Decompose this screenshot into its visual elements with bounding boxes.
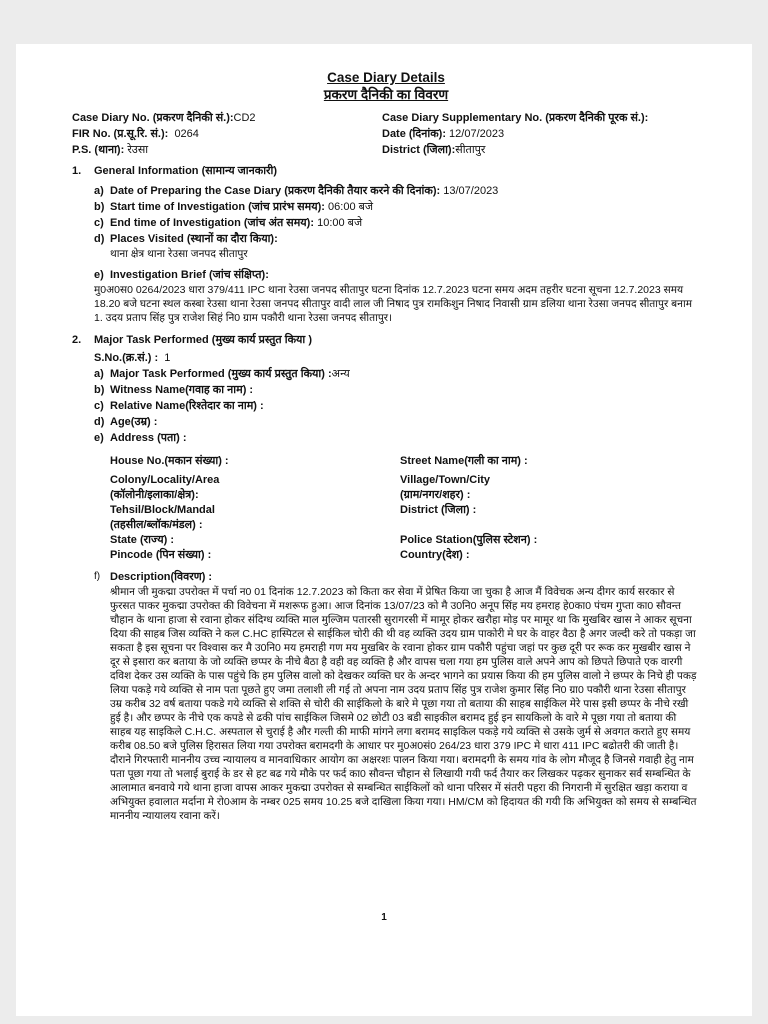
- serial-number-row: [94, 350, 700, 366]
- document-title: Case Diary Details: [327, 70, 445, 85]
- item-letter: e): [94, 269, 104, 281]
- section-title: General Information (सामान्य जानकारी): [94, 165, 278, 177]
- case-diary-no-label: Case Diary No. (प्रकरण दैनिकी सं.):: [72, 112, 234, 124]
- item-letter: c): [94, 217, 104, 229]
- police-station-label: P.S. (थाना):: [72, 144, 125, 156]
- colony-label-hindi: (कॉलोनी/इलाका/क्षेत्र):: [110, 489, 199, 501]
- fir-no-field: [72, 126, 382, 142]
- state-label: State (राज्य) :: [110, 534, 175, 546]
- supplementary-no-field: [382, 110, 700, 126]
- section-general-information: [72, 164, 700, 179]
- description-text: श्रीमान जी मुकद्मा उपरोक्त में पर्चा न0 01 दिनांक 12.7.2023 को किता कर सेवा में प्रेषित किया जा चुका है आज मैं विवेचक अन्य दीगर कार्य सरकार से फुरसत पाकर मुकद्मा उपरोक्त की विवेचना में मशरूफ हुआ। आज दिनांक 13/07/23 को मै उ0नि0 अनूप सिंह मय हमराह हे0का0 पंचम गुप्ता का0 सौवन्त चौहान के थाना हाजा से रवाना होकर संदिग्ध व्यक्ति माल मुल्जिम पतारसी सुरागरसी में मामूर होकर खरौहा मोड़ पर मामूर था कि मुखबिर खास ने आकर सूचना दिया की साहब जिस व्यक्ति ने कल C.HC हास्पिटल से साईकिल चोरी की थी वह व्यक्ति उदय ग्राम पाकोरी मे घर के वाहर वैठा है अगर जल्दी करे तो पकड़ा जा सकता है इस सूचना पर विश्वास कर मै उ0नि0 मय हमराही गण मय मुखबिर के रवाना होकर ग्राम पकौरी पहुंचा जहां पर कुछ दूरी पर रूक कर मुखबीर खास ने दूर से इसारा कर बताया के जो व्यक्ति छप्पर के नीचे बैठा है वही वह व्यक्ति है और वापस चला गया हम पुलिस वाले अपने आप को छिपते छिपाते एक वारगी दविश देकर उस व्यक्ति के पास पहुंचे कि हम पुलिस वालो को देखकर व्यक्ति घर के अन्दर भागने का प्रयास किया की हम पुलिस वालो ने छप्पर के निचे ही पकड़ लिया पकड़े गये व्यक्ति से नाम पता पूछते हुए जमा तलाशी ली गई तो अपना नाम उदय प्रताप सिंह पुत्र राजेश कुमार सिंह नि0 ग्रा0 पकौरी थाना रेउसा सीतापुर उम्र करीब 32 वर्ष बताया पकडे गये व्यक्ति से शक्ति से चोरी की साईकिलो के बारे मे पूछा गया तो बताया की साहब साईकिल मेरे पास इसी छप्पर के नीचे रखी हुई है। और छप्पर के नीचे एक कपडे से ढकी पांच साईकिल जिसमे 02 छोटी 03 बडी साइकील बरामद हुई इन सायकिलो के वारे मे पूछा गया तो बताया की साहब यह साइकिले C.H.C. अस्पताल से चुराई है और गल्ती की माफी मांगने लगा बरामद साइकिल पकड़े गये व्यक्ति से उसके जुर्म से अवगत कराते हुए समय करीब 08.50 बजे पुलिस हिरासत लिया गया उपरोक्त बरामदगी के आधार पर मु0अ0सं0 264/23 धारा 379 IPC मे धारा 411 IPC बढोतरी की जाती है। दौराने गिरफ्तारी माननीय उच्च न्यायालय व मानवाधिकार आयोग का अक्षरशः पालन किया गया। बरामदगी के समय गांव के लोग मौजूद है जिनसे गवाही हेतु नाम पता पूछा गया तो भलाई बुराई के डर से हट बढ गये मौके पर फर्द का0 सौवन्त चौहान से लिखायी गयी फर्द तैयार कर लिखकर पढ़कर सुनाकर सर्व सम्बन्धित के आलामात बनवाये गये थाना हाजा वापस आकर मुकद्मा उपरोक्त से सम्बन्धित साईकिलों को थाना परिसर में संतरी पहरा की निगरानी में सुरक्षित खड़ा कराया व अभियुक्त हवालात मर्दाना मे रो0आम के नम्बर 025 समय 10.25 बजे दाखिला किया गया। HM/CM को हिदायत की गयी कि अभियुक्त को समय से सम्बन्धित माननीय न्यायालय रवाना करें।: [110, 586, 697, 822]
- item-letter: b): [94, 201, 105, 213]
- district-value: सीतापुर: [455, 144, 486, 156]
- item-investigation-brief: [94, 267, 700, 283]
- district-label: District (जिला):: [382, 144, 456, 156]
- item-label: Places Visited (स्थानों का दौरा किया):: [110, 233, 278, 245]
- item-label: Start time of Investigation (जांच प्रारंभ समय):: [110, 201, 325, 213]
- address-block: [110, 454, 700, 563]
- item-value: 13/07/2023: [443, 185, 499, 197]
- item-date-of-preparing: [94, 183, 700, 199]
- item-witness-name: [94, 382, 700, 398]
- item-letter: b): [94, 384, 105, 396]
- case-diary-content: [72, 70, 700, 823]
- item-label: Relative Name(रिश्तेदार का नाम) :: [110, 400, 264, 412]
- document-subtitle: प्रकरण दैनिकी का विवरण: [323, 87, 449, 102]
- document-page: [16, 44, 752, 1016]
- date-field: [382, 126, 700, 142]
- case-diary-no-field: [72, 110, 382, 126]
- pincode-label: Pincode (पिन संख्या) :: [110, 549, 212, 561]
- section-number: 2.: [72, 334, 82, 346]
- section-major-task: [72, 333, 700, 348]
- street-name-label: Street Name(गली का नाम) :: [400, 455, 528, 467]
- item-label: End time of Investigation (जांच अंत समय):: [110, 217, 315, 229]
- country-label: Country(देश) :: [400, 549, 470, 561]
- house-no-label: House No.(मकान संख्या) :: [110, 455, 229, 467]
- item-relative-name: [94, 398, 700, 414]
- fir-no-label: FIR No. (प्र.सू.रि. सं.):: [72, 128, 169, 140]
- item-letter: a): [94, 185, 104, 197]
- item-letter: d): [94, 233, 105, 245]
- case-diary-no-value: CD2: [233, 112, 256, 124]
- serial-number-label: S.No.(क्र.सं.) :: [94, 352, 159, 364]
- section-number: 1.: [72, 165, 82, 177]
- district-field: [382, 142, 700, 158]
- colony-label: Colony/Locality/Area: [110, 474, 220, 486]
- item-end-time: [94, 215, 700, 231]
- investigation-brief-text: मु0अ0स0 0264/2023 धारा 379/411 IPC थाना रेउसा जनपद सीतापुर घटना दिनांक 12.7.2023 घटना समय अदम तहरीर घटना सूचना 12.7.2023 समय 18.20 बजे घटना स्थल कस्बा रेउसा थाना रेउसा जनपद सीतापुर वादी लाल जी निषाद पुत्र रामकिशुन निषाद निवासी ग्राम डलिया थाना रेउसा जनपद सीतापुर बनाम 1. उदय प्रताप सिंह पुत्र राजेश सिहं नि0 ग्राम पकौरी थाना रेउसा जनपद सीतापुर।: [94, 284, 692, 324]
- item-major-task: [94, 366, 700, 382]
- village-label: Village/Town/City: [400, 474, 491, 486]
- address-district-label: District (जिला) :: [400, 504, 477, 516]
- date-value: 12/07/2023: [449, 128, 505, 140]
- item-letter: a): [94, 368, 104, 380]
- supplementary-no-label: Case Diary Supplementary No. (प्रकरण दैनिकी पूरक सं.):: [382, 112, 649, 124]
- item-value: अन्य: [331, 368, 350, 380]
- police-station-value: रेउसा: [127, 144, 149, 156]
- item-value: 10:00 बजे: [317, 217, 363, 229]
- item-label: Age(उम्र) :: [110, 416, 158, 428]
- item-description: [94, 569, 700, 585]
- tehsil-label-hindi: (तहसील/ब्लॉक/मंडल) :: [110, 519, 203, 531]
- fir-no-value: 0264: [174, 128, 199, 140]
- item-label: Date of Preparing the Case Diary (प्रकरण दैनिकी तैयार करने की दिनांक):: [110, 185, 441, 197]
- item-value: 06:00 बजे: [328, 201, 374, 213]
- item-label: Investigation Brief (जांच संक्षिप्त):: [110, 269, 269, 281]
- serial-number-value: 1: [164, 352, 171, 364]
- item-label: Address (पता) :: [110, 432, 187, 444]
- case-header: [72, 110, 700, 158]
- item-letter: f): [94, 571, 101, 582]
- village-label-hindi: (ग्राम/नगर/शहर) :: [400, 489, 471, 501]
- item-letter: c): [94, 400, 104, 412]
- item-label: Witness Name(गवाह का नाम) :: [110, 384, 254, 396]
- date-label: Date (दिनांक):: [382, 128, 446, 140]
- section-title: Major Task Performed (मुख्य कार्य प्रस्तुत किया ): [94, 334, 313, 346]
- tehsil-label: Tehsil/Block/Mandal: [110, 504, 215, 516]
- item-label: Major Task Performed (मुख्य कार्य प्रस्तुत किया) :: [110, 368, 332, 380]
- item-places-visited: [94, 231, 700, 247]
- item-letter: e): [94, 432, 104, 444]
- item-age: [94, 414, 700, 430]
- police-station-address-label: Police Station(पुलिस स्टेशन) :: [400, 534, 538, 546]
- item-label: Description(विवरण) :: [110, 571, 213, 583]
- item-address: [94, 430, 700, 446]
- police-station-field: [72, 142, 382, 158]
- places-visited-text: थाना क्षेत्र थाना रेउसा जनपद सीतापुर: [110, 248, 248, 260]
- item-start-time: [94, 199, 700, 215]
- page-number: 1: [381, 912, 387, 923]
- item-letter: d): [94, 416, 105, 428]
